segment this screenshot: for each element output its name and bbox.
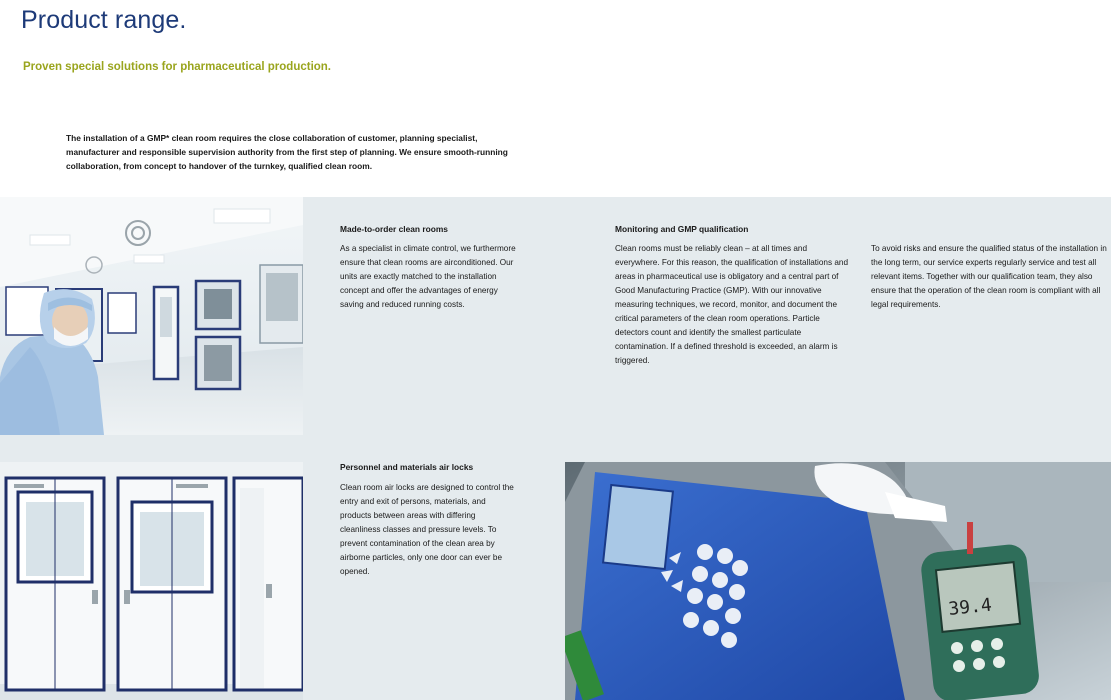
cleanrooms-heading: Made-to-order clean rooms bbox=[340, 224, 448, 234]
particle-counter-photo bbox=[565, 462, 1111, 700]
monitoring-text: Clean rooms must be reliably clean – at all times and everywhere. For this reason, the qualification of installations and areas in pharmaceutical use is obligatory and a central part of Good Manufacturing Practice (GMP). With our innovative measuring techniques, we record, monitor, and document the critical parameters of the clean room operations. Particle detectors count and identify the smallest particulate contamination. If a defined threshold is exceeded, an alarm is triggered. bbox=[615, 244, 849, 365]
monitoring-text-continued: To avoid risks and ensure the qualified status of the installation in the long term, our service experts regularly service and test all relevant items. Together with our qualification team, they also ensure that the operation of the clean room is compliant with all legal requirements. bbox=[871, 244, 1107, 309]
airlock-doors-photo bbox=[0, 462, 303, 700]
page-subtitle: Proven special solutions for pharmaceutical production. bbox=[23, 61, 332, 73]
intro-paragraph: The installation of a GMP* clean room requires the close collaboration of customer, planning specialist, manufacturer and responsible supervision authority from the first step of planning. We ensure smooth-running collaboration, from concept to handover of the turnkey, qualified clean room. bbox=[66, 133, 508, 171]
cleanroom-photo bbox=[0, 197, 303, 435]
meter-display-value: 39.4 bbox=[947, 594, 993, 621]
airlocks-heading: Personnel and materials air locks bbox=[340, 462, 474, 472]
airlocks-text: Clean room air locks are designed to control the entry and exit of persons, materials, and products between areas with differing cleanliness classes and pressure levels. To prevent contamination of the clean area by airborne particles, only one door can ever be opened. bbox=[340, 483, 514, 576]
page-title: Product range. bbox=[21, 6, 187, 34]
cleanrooms-text: As a specialist in climate control, we furthermore ensure that clean rooms are airconditioned. Our units are exactly matched to the installation concept and offer the advantages of energy saving and reduced running costs. bbox=[340, 244, 516, 309]
monitoring-heading: Monitoring and GMP qualification bbox=[615, 224, 749, 234]
